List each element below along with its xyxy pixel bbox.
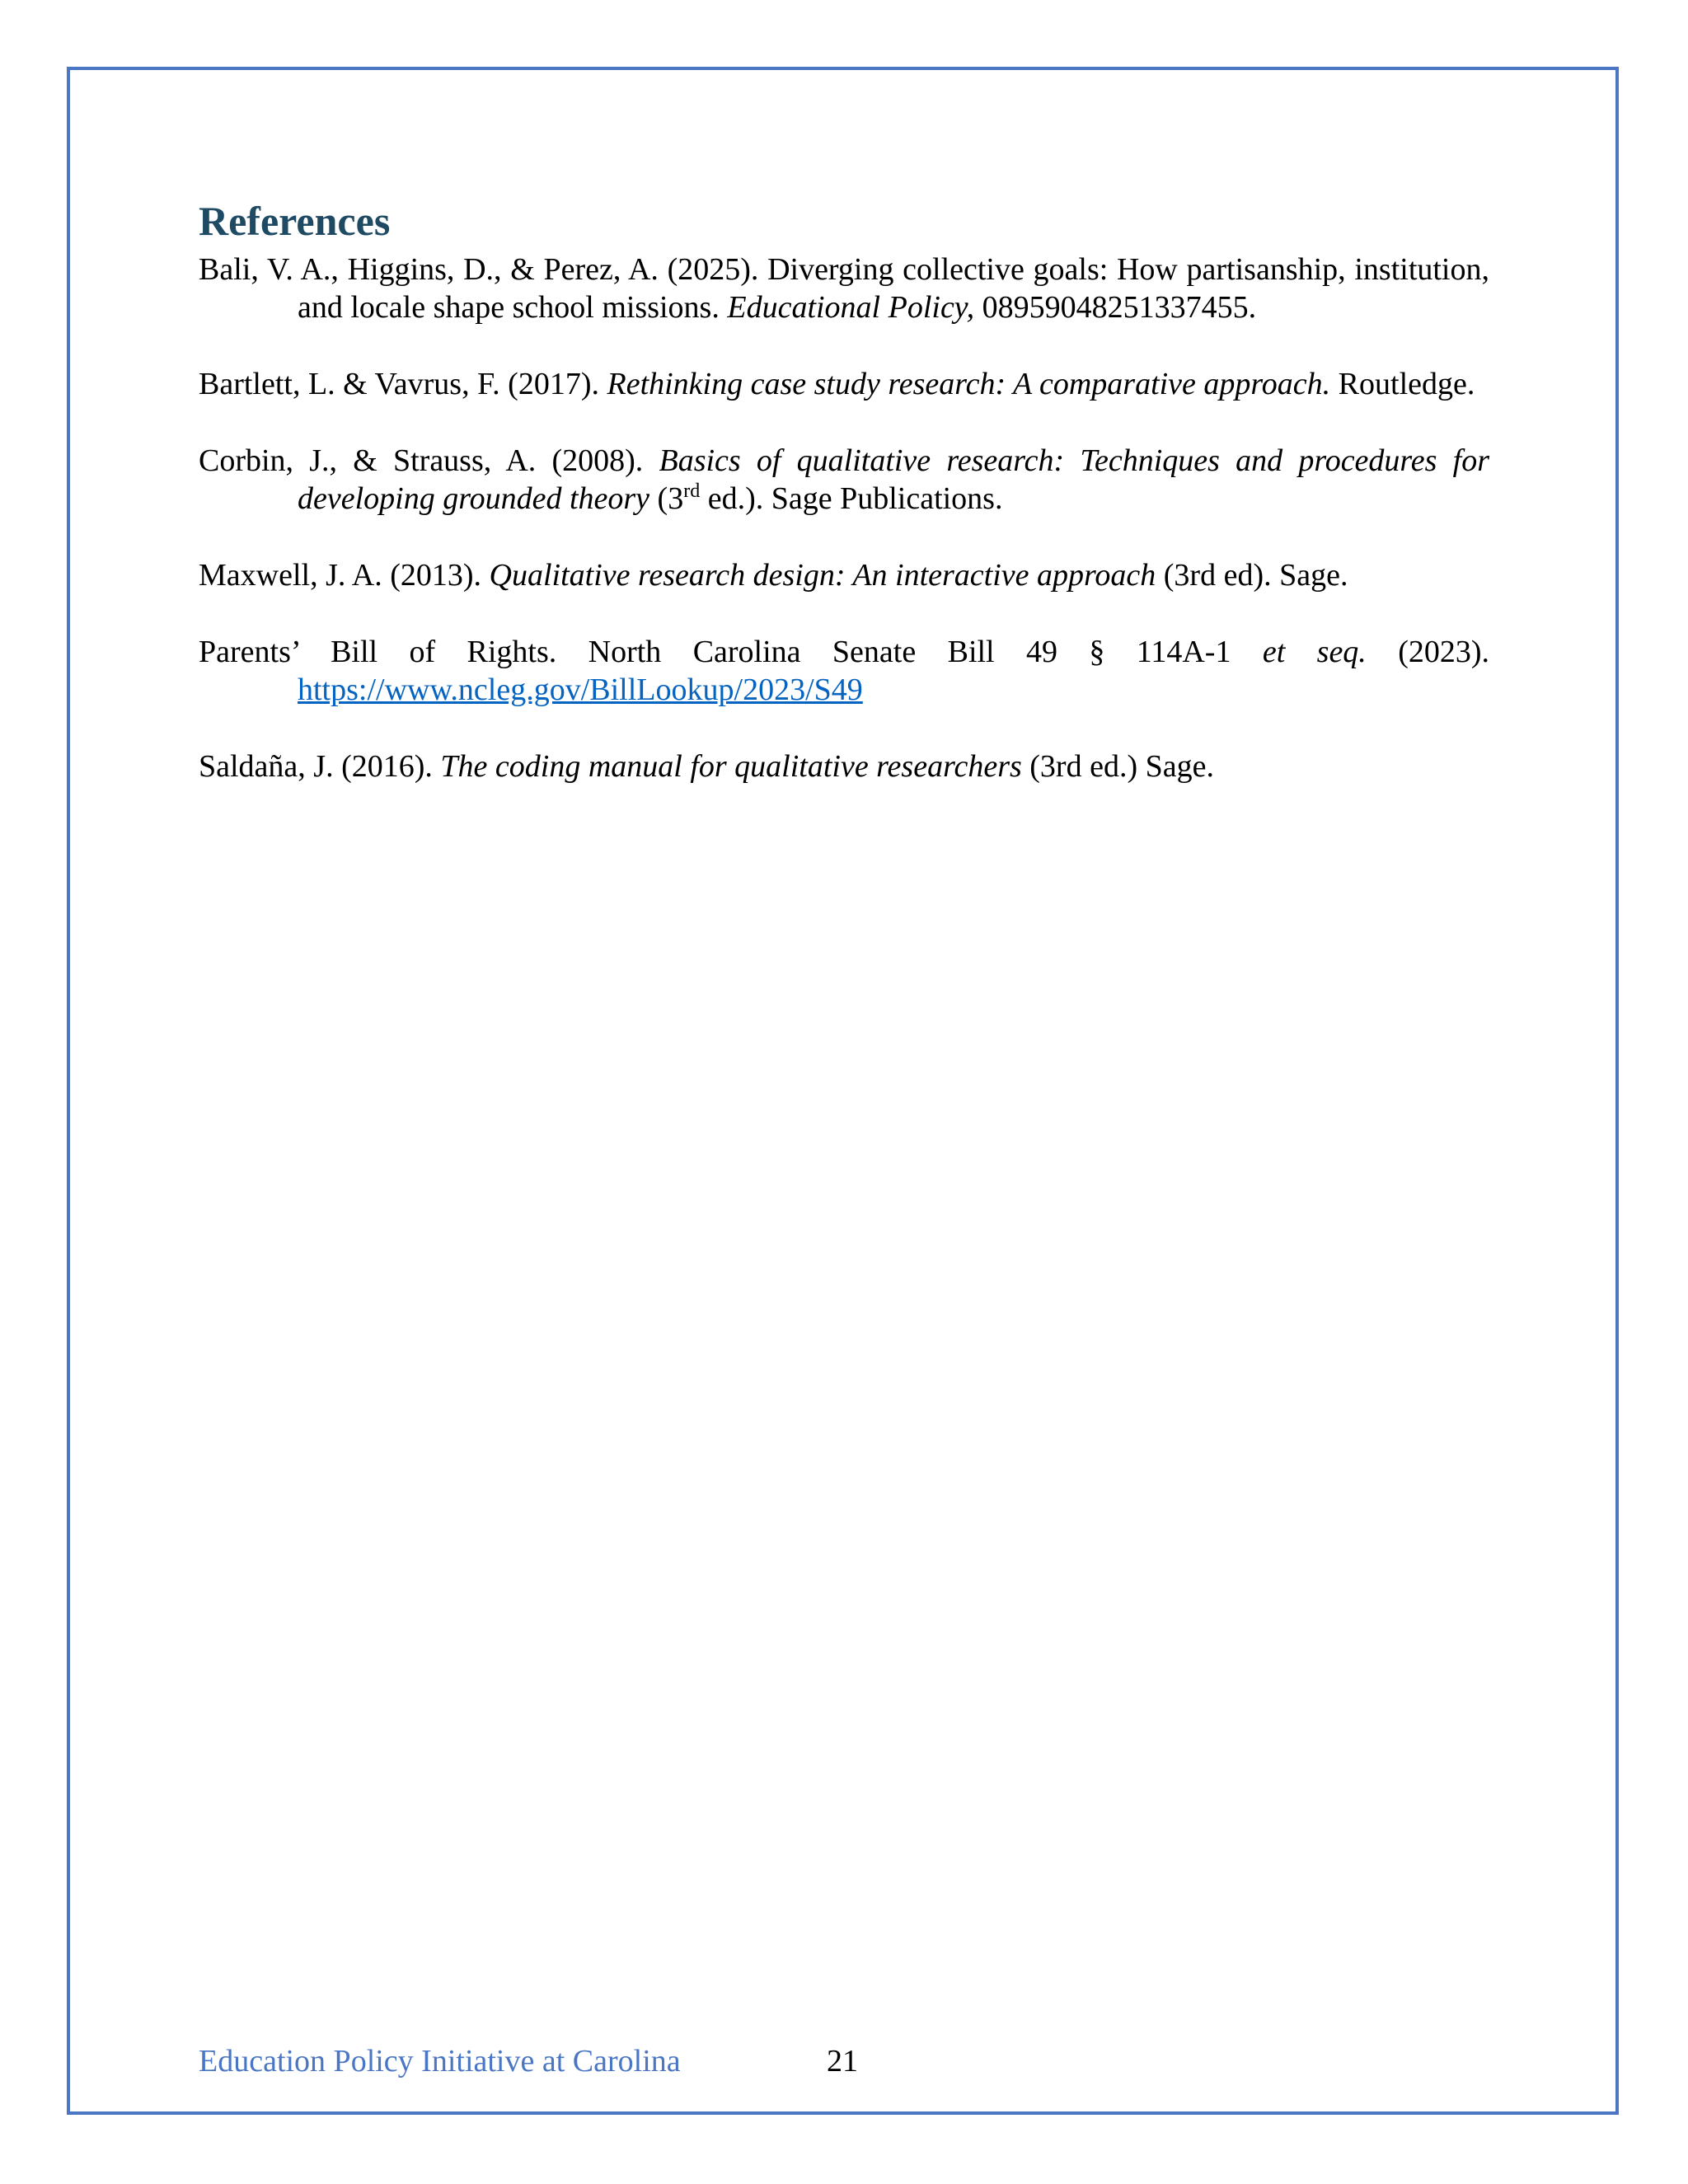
reference-item-corbin xyxy=(199,442,1489,518)
reference-text: (3rd ed.) Sage. xyxy=(1021,749,1214,784)
reference-text: Parents’ Bill of Rights. North Carolina Senate Bill 49 § 114A-1 xyxy=(199,635,1263,669)
reference-list xyxy=(199,251,1489,785)
ordinal-superscript: rd xyxy=(683,480,701,502)
reference-text: Routledge. xyxy=(1330,367,1475,401)
reference-item-saldana xyxy=(199,748,1489,785)
page-footer xyxy=(199,2042,858,2080)
reference-latin-term: et seq. xyxy=(1262,635,1367,669)
references-section xyxy=(199,196,1489,824)
page-number: 21 xyxy=(827,2044,858,2079)
reference-text: (2023). xyxy=(1366,635,1490,669)
reference-title: Basics of qualitative research: Techniques and procedures for developing grounded theory xyxy=(298,443,1489,516)
reference-text: ed.). Sage Publications. xyxy=(700,481,1003,516)
reference-item-bartlett xyxy=(199,365,1489,403)
reference-text: (3rd ed). Sage. xyxy=(1156,558,1348,593)
reference-text: (3 xyxy=(649,481,684,516)
reference-item-parents-bill xyxy=(199,633,1489,709)
bill-lookup-link[interactable]: https://www.ncleg.gov/BillLookup/2023/S49 xyxy=(298,673,863,707)
reference-item-maxwell xyxy=(199,556,1489,594)
reference-journal: Educational Policy, xyxy=(727,290,975,325)
reference-title: Rethinking case study research: A comparative approach. xyxy=(607,367,1331,401)
reference-title: Qualitative research design: An interactive approach xyxy=(489,558,1156,593)
reference-item-bali xyxy=(199,251,1489,326)
reference-text: 08959048251337455. xyxy=(974,290,1257,325)
footer-organization: Education Policy Initiative at Carolina xyxy=(199,2044,681,2079)
reference-text: Bali, V. A., Higgins, D., & Perez, A. (2025). Diverging collective goals: How partisanship, institution, and locale shape school missions. xyxy=(199,252,1489,325)
reference-text: Saldaña, J. (2016). xyxy=(199,749,441,784)
reference-text: Bartlett, L. & Vavrus, F. (2017). xyxy=(199,367,607,401)
reference-text: Maxwell, J. A. (2013). xyxy=(199,558,490,593)
page-title: References xyxy=(199,198,391,244)
reference-title: The coding manual for qualitative researchers xyxy=(440,749,1022,784)
reference-text: Corbin, J., & Strauss, A. (2008). xyxy=(199,443,659,478)
